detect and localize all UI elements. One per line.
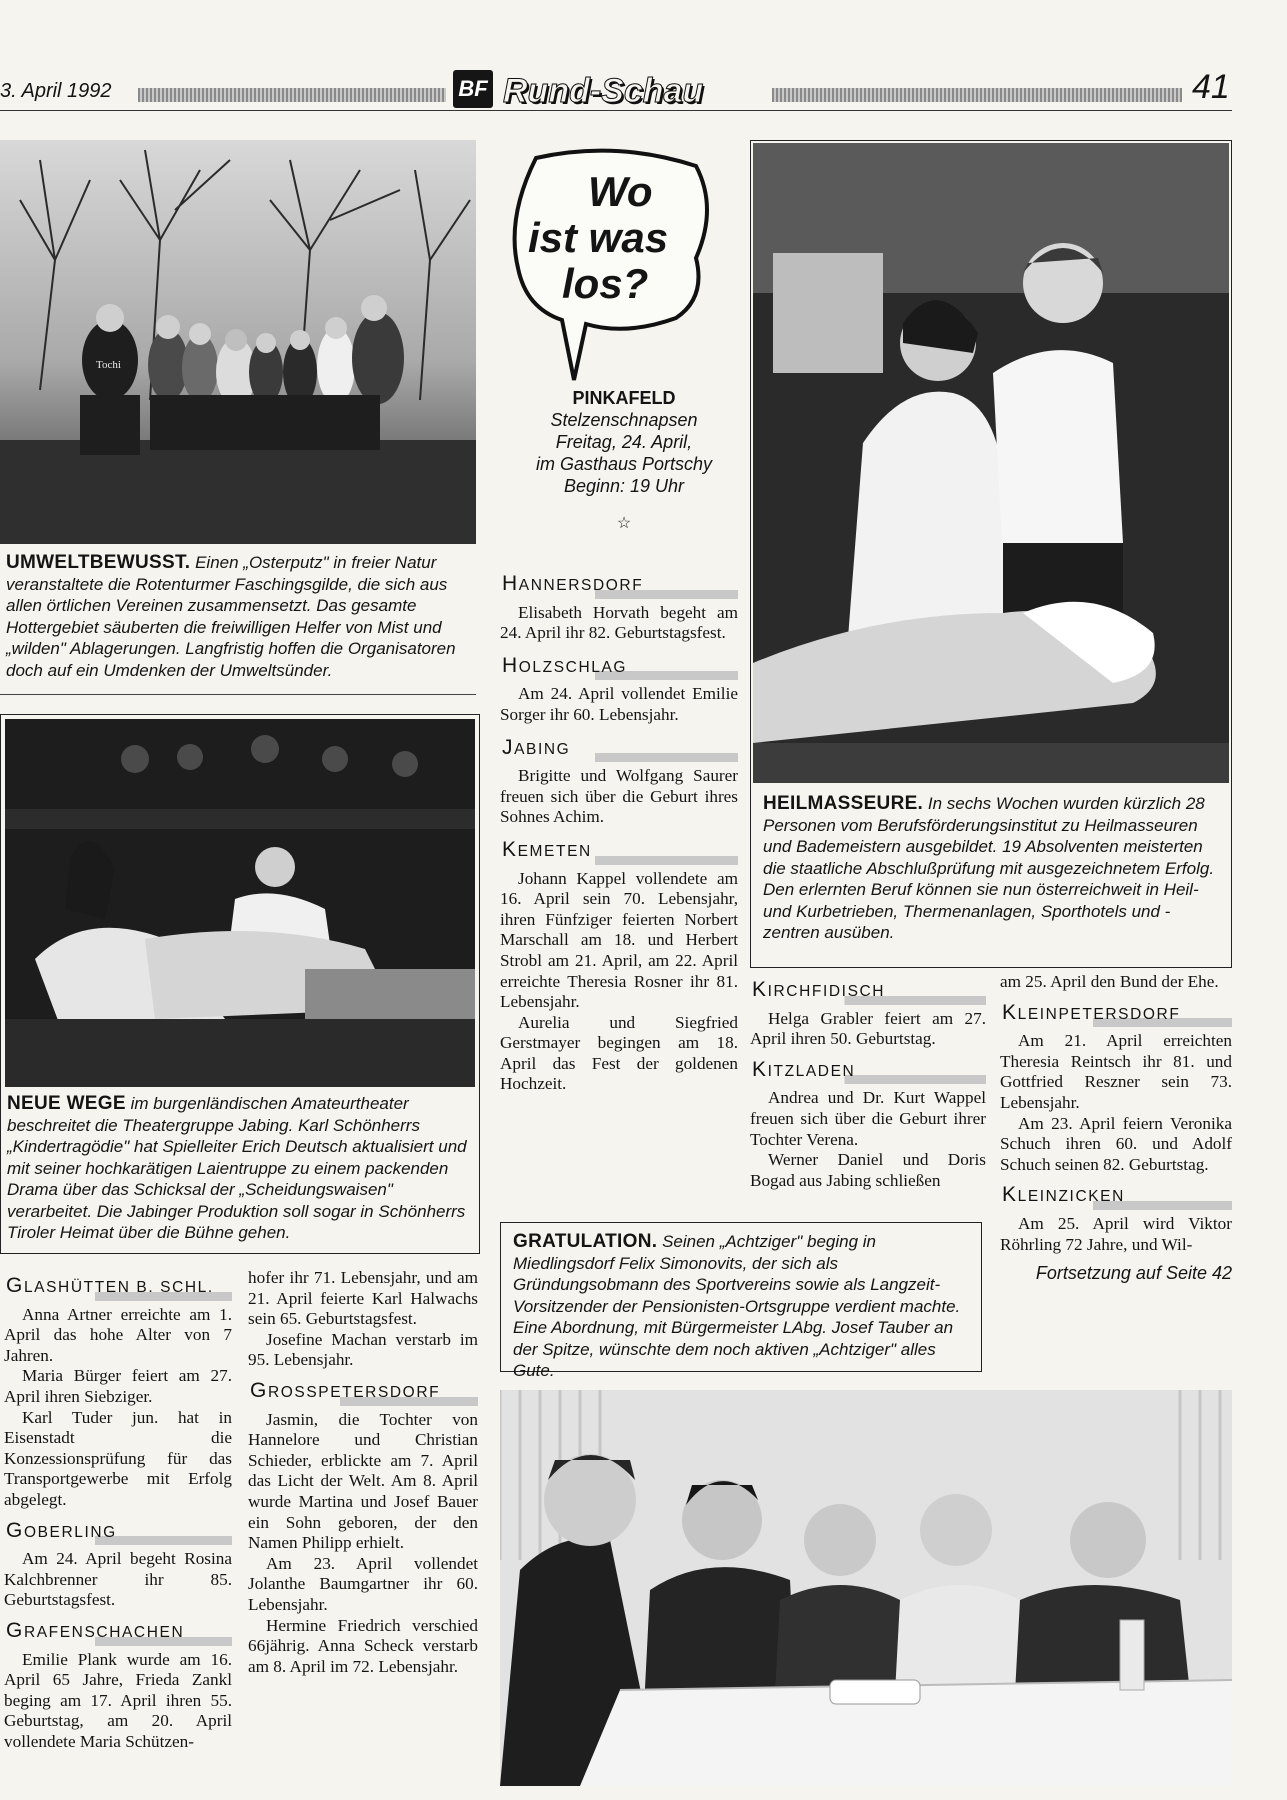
notice-text: Johann Kappel vollendete am 16. April sein 70. Lebensjahr, ihren Fünfziger feierten Norbert Marschall am 18. und Herbert Strobl am 21. April, am 22. April erreichte Theresia Rosner ihr 81. Lebensjahr.: [500, 868, 738, 1012]
bf-logo: BF: [453, 70, 493, 108]
heading-kleinpetersdorf: KLEINPETERSDORF: [1000, 1001, 1232, 1028]
notice-text: Brigitte und Wolfgang Saurer freuen sich über die Geburt ihres Sohnes Achim.: [500, 766, 738, 827]
heading-kirchfidisch: KIRCHFIDISCH: [750, 978, 986, 1005]
heading-goberling: GOBERLING: [4, 1519, 232, 1546]
pinkafeld-line: Freitag, 24. April,: [555, 432, 693, 452]
pinkafeld-line: Stelzenschnapsen: [550, 410, 698, 430]
divider: [0, 694, 476, 695]
neue-wege-box: [0, 714, 480, 1254]
caption-text: Seinen „Achtziger" beging in Miedlingsdorf Felix Simonovits, der sich als Gründungsobmann des Sportvereins sowie als Langzeit-Vorsitzender der Pensionisten-Ortsgruppe verdient machte. Eine Abordnung, mit Bürgermeister LAbg. Josef Tauber an der Spitze, wünschte dem noch aktiven „Achtziger" alles Gute.: [513, 1232, 961, 1380]
caption-text: In sechs Wochen wurden kürzlich 28 Personen vom Berufsförderungsinstitut zu Heilmasseuren und Bademeistern ausgebildet. 19 Absolventen meisterten die staatliche Abschlußprüfung mit ausgezeichnetem Erfolg. Den erlernten Beruf können sie nun österreichweit in Heil- und Kurbetrieben, Thermenanlagen, Sporthotels und -zentren ausüben.: [763, 794, 1215, 942]
heading-grosspetersdorf: GROSSPETERSDORF: [248, 1379, 478, 1406]
heading-kleinzicken: KLEINZICKEN: [1000, 1183, 1232, 1210]
heilmasseure-box: [750, 140, 1232, 968]
column-b-notices: [248, 1268, 478, 1677]
page-number: 41: [1192, 68, 1230, 106]
notice-text: Am 25. April wird Viktor Röhrling 72 Jahre, und Wil-: [1000, 1213, 1232, 1254]
notice-text: Am 24. April begeht Rosina Kalchbrenner ihr 85. Geburtstagsfest.: [4, 1549, 232, 1610]
star-icon: ☆: [616, 515, 632, 532]
bubble-line2: ist was: [528, 214, 669, 261]
notice-text: Am 24. April vollendet Emilie Sorger ihr 60. Lebensjahr.: [500, 684, 738, 724]
notice-text: Andrea und Dr. Kurt Wappel freuen sich über die Geburt ihrer Tochter Verena.: [750, 1088, 986, 1149]
notice-text: Am 23. April feiern Veronika Schuch ihren 60. und Adolf Schuch seinen 82. Geburtstag.: [1000, 1113, 1232, 1174]
heading-holzschlag: HOLZSCHLAG: [500, 654, 738, 681]
heading-kitzladen: KITZLADEN: [750, 1058, 986, 1085]
pinkafeld-event: [500, 388, 748, 533]
notice-text: Jasmin, die Tochter von Hannelore und Christian Schieder, erblickte am 7. April das Licht der Welt. Am 8. April wurde Martina und Josef Bauer ein Sohn geboren, der den Namen Philipp erhielt.: [248, 1409, 478, 1553]
caption-lead: GRATULATION.: [513, 1231, 658, 1252]
caption-gratulation: [513, 1231, 971, 1382]
notice-text: Emilie Plank wurde am 16. April 65 Jahre, Frieda Zankl beging am 17. April ihren 55. Geburtstag, am 20. April vollendete Maria Schützen-: [4, 1649, 232, 1751]
notice-continuation: hofer ihr 71. Lebensjahr, und am 21. April feierte Karl Halwachs sein 65. Geburtstagsfest.: [248, 1268, 478, 1329]
section-title: Rund-Schau: [503, 72, 704, 110]
heading-grafenschachen: GRAFENSCHACHEN: [4, 1619, 232, 1646]
caption-lead: HEILMASSEURE.: [763, 793, 924, 814]
heading-kemeten: KEMETEN: [500, 838, 738, 865]
heading-hannersdorf: HANNERSDORF: [500, 572, 738, 599]
bubble-line1: Wo: [588, 168, 653, 215]
column-3-notices: [750, 972, 986, 1191]
column-a-notices: [4, 1268, 232, 1752]
heading-jabing: JABING: [500, 736, 738, 763]
notice-text: Hermine Friedrich verschied 66jährig. Anna Scheck verstarb am 8. April im 72. Lebensjahr.: [248, 1615, 478, 1676]
continued-note: Fortsetzung auf Seite 42: [1035, 1263, 1232, 1284]
header-bar-left: [138, 88, 446, 102]
speech-bubble: [506, 148, 716, 388]
bubble-line3: los?: [562, 260, 649, 307]
issue-date: 3. April 1992: [0, 80, 112, 102]
caption-heilmasseure: [763, 793, 1219, 944]
photo-massage: [753, 143, 1229, 783]
pinkafeld-line: im Gasthaus Portschy: [535, 454, 713, 474]
notice-text: Am 23. April vollendet Jolanthe Baumgartner ihr 60. Lebensjahr.: [248, 1553, 478, 1614]
caption-umweltbewusst: [6, 552, 476, 681]
column-4-notices: [1000, 972, 1232, 1285]
photo-gratulation: [500, 1390, 1232, 1786]
caption-lead: NEUE WEGE: [7, 1093, 126, 1114]
notice-continuation: am 25. April den Bund der Ehe.: [1000, 972, 1219, 991]
column-2-notices: [500, 566, 738, 1095]
notice-text: Maria Bürger feiert am 27. April ihren Siebziger.: [4, 1366, 232, 1406]
notice-text: Helga Grabler feiert am 27. April ihren 50. Geburtstag.: [750, 1008, 986, 1049]
gratulation-box: [500, 1222, 982, 1380]
header-rule: [0, 110, 1232, 111]
caption-neue-wege: [7, 1093, 473, 1244]
shirt-print: Tochi: [96, 359, 121, 371]
notice-text: Josefine Machan verstarb im 95. Lebensjahr.: [248, 1329, 478, 1370]
header-bar-right: [772, 88, 1182, 102]
notice-text: Elisabeth Horvath begeht am 24. April ihr 82. Geburtstagsfest.: [500, 602, 738, 643]
caption-lead: UMWELTBEWUSST.: [6, 552, 191, 573]
pinkafeld-heading: PINKAFELD: [572, 388, 676, 408]
photo-umwelt-group: [0, 140, 476, 544]
pinkafeld-line: Beginn: 19 Uhr: [563, 476, 685, 496]
notice-text: Anna Artner erreichte am 1. April das hohe Alter von 7 Jahren.: [4, 1304, 232, 1365]
heading-glashuetten: GLASHÜTTEN B. SCHL.: [4, 1274, 232, 1301]
photo-theater: [5, 719, 475, 1087]
caption-text: im burgenländischen Amateurtheater beschreitet die Theatergruppe Jabing. Karl Schönherrs „Kindertragödie" hat Spielleiter Erich Deutsch aktualisiert und mit seiner hochkarätigen Laientruppe zu einem packenden Drama über das Schicksal der „Scheidungswaisen" verarbeitet. Die Jabinger Produktion soll sogar in Schönherrs Tiroler Heimat über die Bühne gehen.: [7, 1094, 467, 1242]
notice-text: Am 21. April erreichten Theresia Reintsch ihr 81. und Gottfried Reszner sein 73. Lebensjahr.: [1000, 1031, 1232, 1112]
notice-text: Werner Daniel und Doris Bogad aus Jabing schließen: [750, 1150, 986, 1190]
notice-text: Karl Tuder jun. hat in Eisenstadt die Konzessionsprüfung für das Transportgewerbe mit Erfolg abgelegt.: [4, 1407, 232, 1509]
notice-text: Aurelia und Siegfried Gerstmayer begingen am 18. April das Fest der goldenen Hochzeit.: [500, 1012, 738, 1094]
caption-text: Einen „Osterputz" in freier Natur veranstaltete die Rotenturmer Faschingsgilde, die sich aus allen örtlichen Vereinen zusammensetzt. Das gesamte Hottergebiet säuberten die freiwilligen Helfer von Mist und „wilden" Ablagerungen. Langfristig hoffen die Organisatoren doch auf ein Umdenken der Umweltsünder.: [6, 553, 456, 680]
